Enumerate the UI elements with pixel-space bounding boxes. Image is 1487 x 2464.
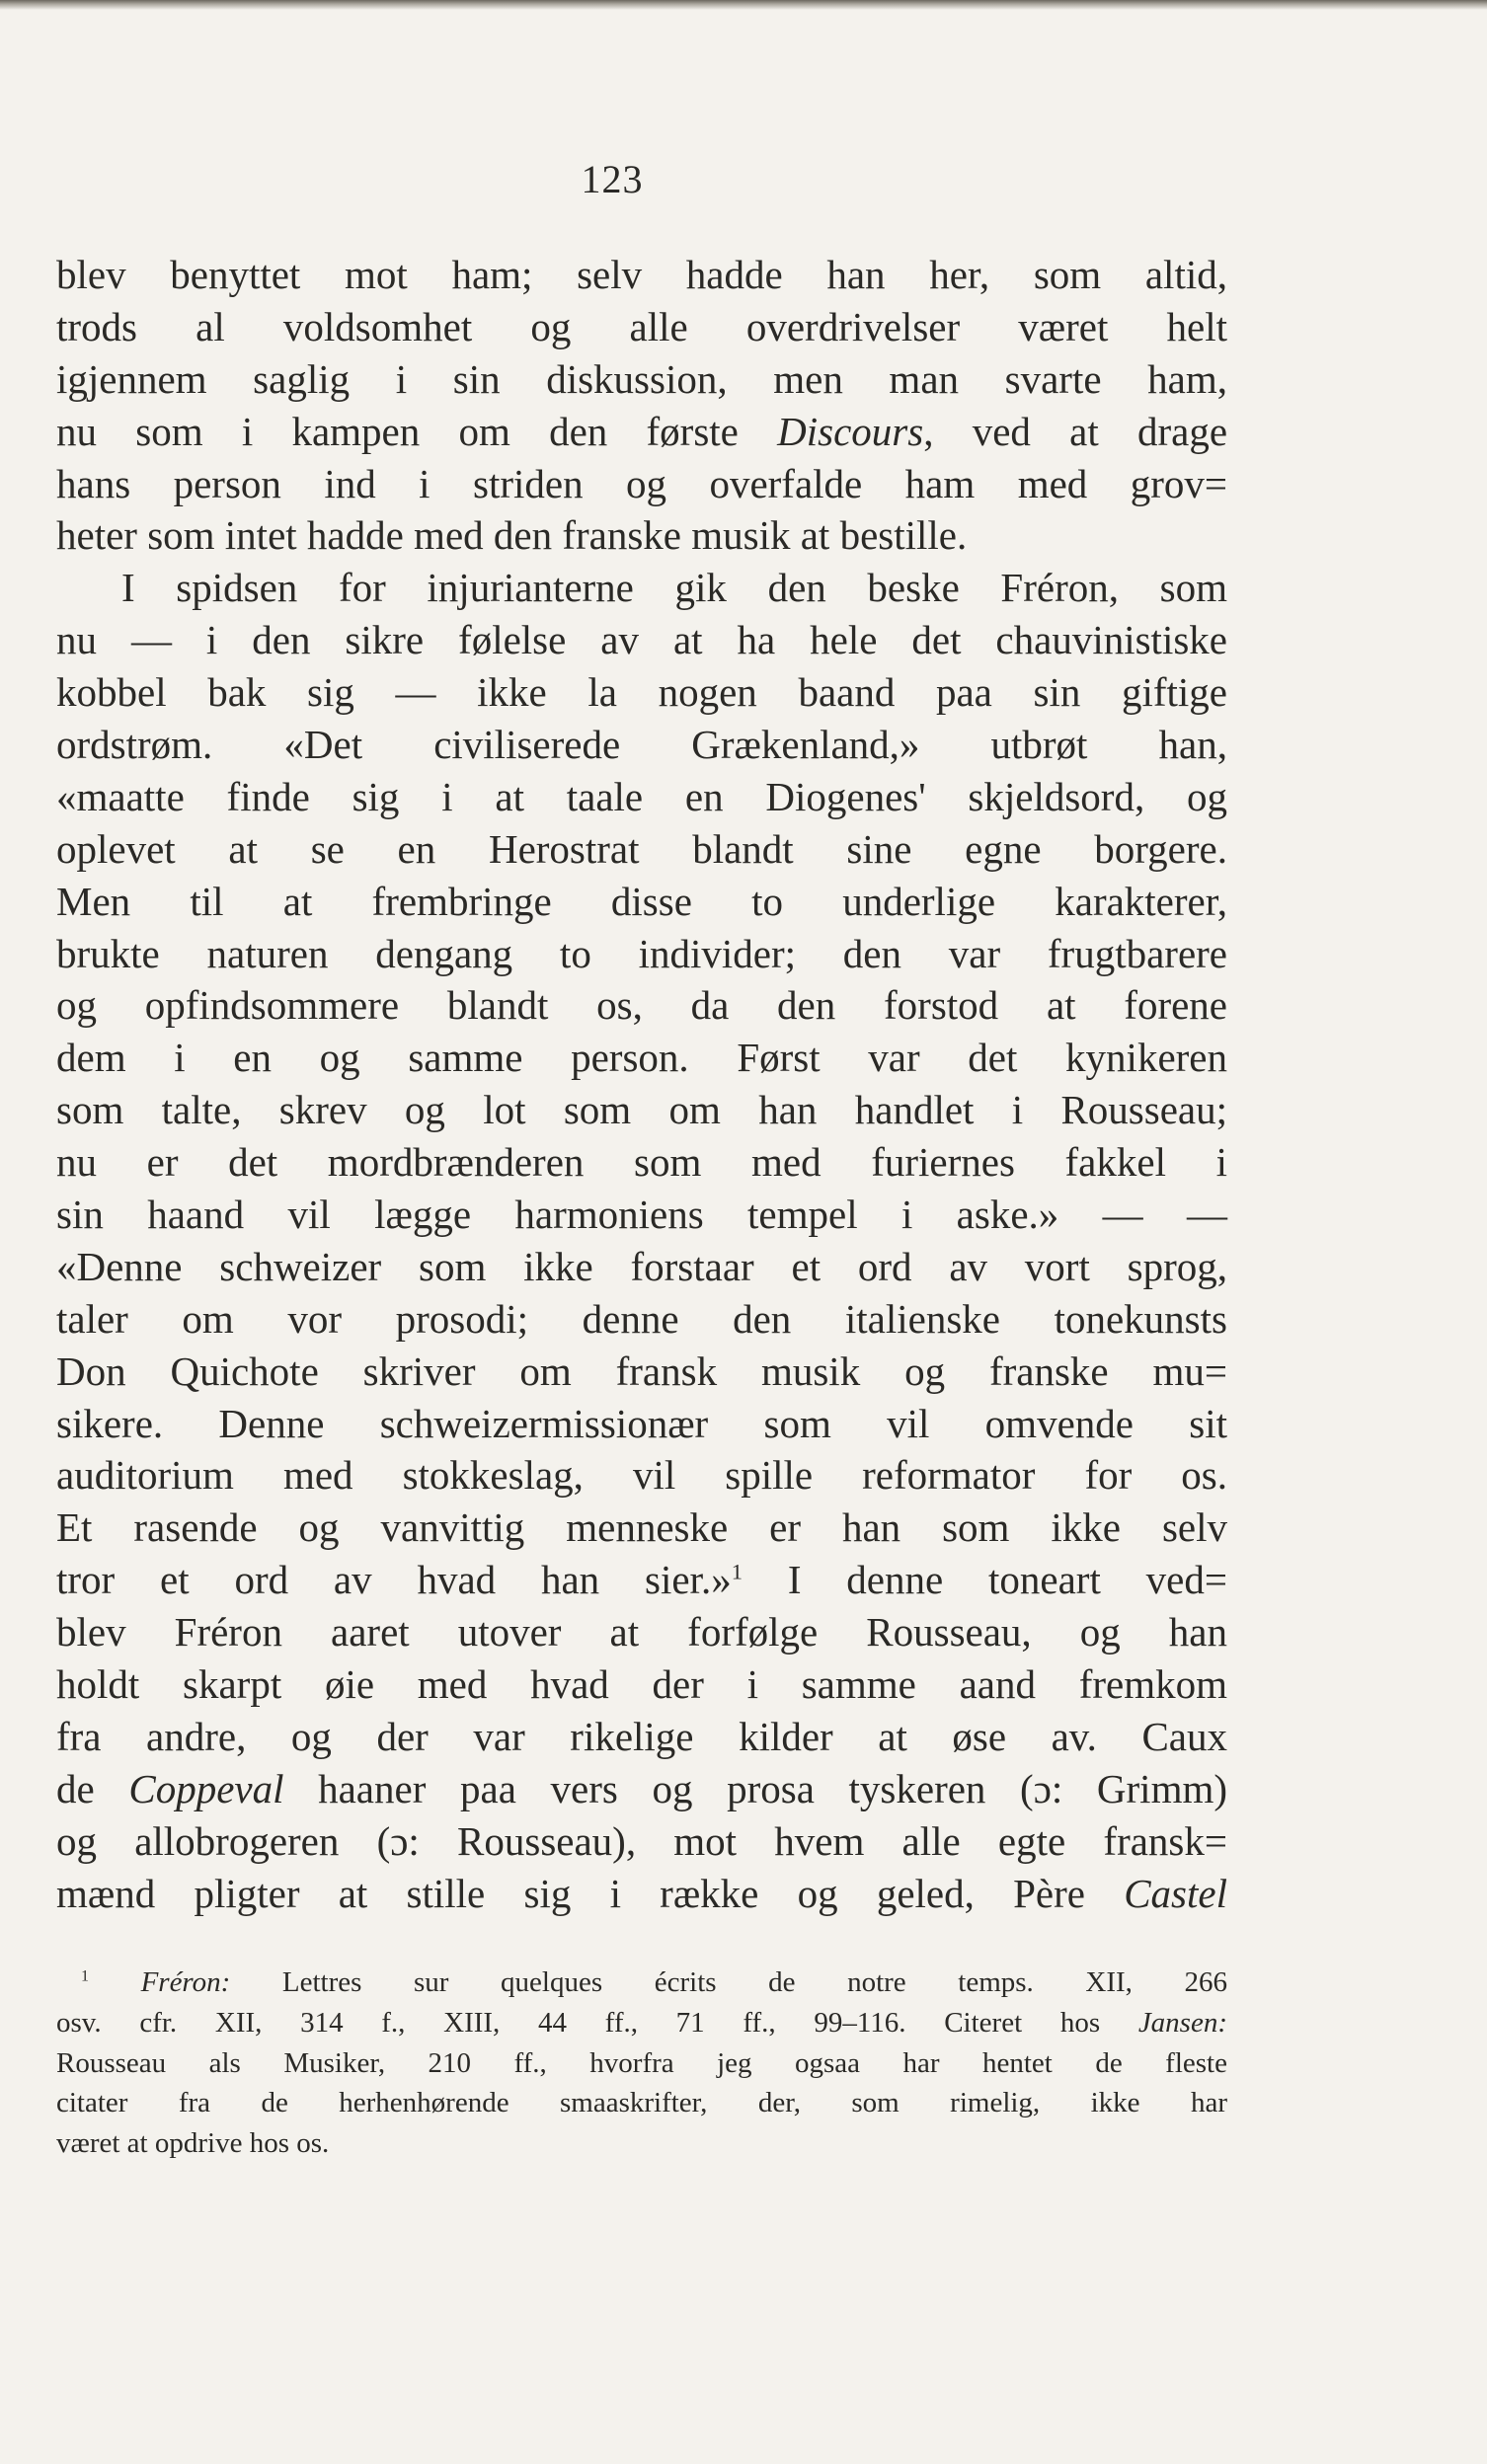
text-line: taler om vor prosodi; denne den italienske tonekunsts: [56, 1295, 1227, 1342]
text-line: nu — i den sikre følelse av at ha hele det chauvinistiske: [56, 617, 1227, 663]
text-line: heter som intet hadde med den franske musik at bestille.: [56, 512, 968, 559]
footnote-text: Lettres sur quelques écrits de notre temps. XII, 266: [230, 1966, 1227, 1998]
text-line: «Denne schweizer som ikke forstaar et ord av vort sprog,: [56, 1243, 1227, 1289]
italic-name: Coppeval: [128, 1765, 284, 1811]
text-span: mænd pligter at stille sig i række og geled, Père: [56, 1870, 1085, 1916]
text-line: Et rasende og vanvittig menneske er han som ikke selv: [56, 1504, 1227, 1551]
text-span: nu som i kampen om den første: [56, 408, 739, 454]
footnote: [56, 1963, 1227, 2164]
text-line: kobbel bak sig — ikke la nogen baand paa sin giftige: [56, 669, 1227, 716]
text-line: dem i en og samme person. Først var det kynikeren: [56, 1035, 1227, 1081]
text-line: nu er det mordbrænderen som med furiernes fakkel i: [56, 1139, 1227, 1186]
text-line: og allobrogeren (ɔ: Rousseau), mot hvem alle egte fransk=: [56, 1817, 1227, 1864]
text-line: og opfindsommere blandt os, da den forstod at forene: [56, 982, 1227, 1029]
footnote-marker: 1: [81, 1967, 89, 1985]
text-line: sikere. Denne schweizermissionær som vil omvende sit: [56, 1400, 1227, 1446]
text-line: blev Fréron aaret utover at forfølge Rousseau, og han: [56, 1609, 1227, 1656]
italic-name: Castel: [1124, 1870, 1227, 1916]
text-line: som talte, skrev og lot som om han handlet i Rousseau;: [56, 1087, 1227, 1133]
text-line: auditorium med stokkeslag, vil spille reformator for os.: [56, 1452, 1227, 1499]
text-line: [56, 1554, 1227, 1606]
footnote-reference: 1: [731, 1559, 743, 1584]
text-line: Men til at frembringe disse to underlige karakterer,: [56, 878, 1227, 924]
text-span: haaner paa vers og prosa tyskeren (ɔ: Grimm): [283, 1765, 1228, 1811]
text-line: hans person ind i striden og overfalde ham med grov=: [56, 460, 1227, 506]
text-line: sin haand vil lægge harmoniens tempel i aske.» — —: [56, 1192, 1227, 1238]
footnote-text: osv. cfr. XII, 314 f., XIII, 44 ff., 71 ff., 99–116. Citeret hos: [56, 2006, 1101, 2039]
page-number: 123: [581, 157, 644, 201]
footnote-line: citater fra de herhenhørende smaaskrifter, der, som rimelig, ikke har: [56, 2087, 1227, 2119]
italic-title: Discours: [777, 408, 924, 454]
text-span: I denne toneart ved=: [742, 1557, 1228, 1603]
text-line: igjennem saglig i sin diskussion, men man svarte ham,: [56, 355, 1227, 402]
text-line: holdt skarpt øie med hvad der i samme aand fremkom: [56, 1661, 1227, 1708]
body-text: [56, 249, 1227, 1920]
text-span: , ved at drage: [923, 408, 1228, 454]
footnote-line: [56, 2003, 1227, 2043]
text-line: [56, 1868, 1227, 1920]
text-line: oplevet at se en Herostrat blandt sine egne borgere.: [56, 825, 1227, 872]
text-line: trods al voldsomhet og alle overdrivelser været helt: [56, 303, 1227, 349]
text-line: ordstrøm. «Det civiliserede Grækenland,» utbrøt han,: [56, 722, 1227, 768]
text-line: «maatte finde sig i at taale en Diogenes' skjeldsord, og: [56, 773, 1227, 819]
footnote-line: Rousseau als Musiker, 210 ff., hvorfra jeg ogsaa har hentet de fleste: [56, 2046, 1227, 2079]
text-span: de: [56, 1765, 95, 1811]
text-line: [56, 406, 1227, 458]
footnote-author: Fréron:: [140, 1966, 231, 1998]
text-line: Don Quichote skriver om fransk musik og franske mu=: [56, 1348, 1227, 1394]
text-line: I spidsen for injurianterne gik den beske Fréron, som: [121, 565, 1227, 611]
text-span: tror et ord av hvad han sier.»: [56, 1557, 732, 1603]
text-line: brukte naturen dengang to individer; den var frugtbarere: [56, 930, 1227, 976]
footnote-author: Jansen:: [1137, 2006, 1227, 2039]
text-line: fra andre, og der var rikelige kilder at øse av. Caux: [56, 1713, 1227, 1759]
footnote-line: [56, 1963, 1227, 2003]
text-line: [56, 1763, 1227, 1815]
page-top-edge-shadow: [0, 0, 1487, 10]
footnote-line: været at opdrive hos os.: [56, 2127, 330, 2160]
text-line: blev benyttet mot ham; selv hadde han her, som altid,: [56, 252, 1227, 297]
